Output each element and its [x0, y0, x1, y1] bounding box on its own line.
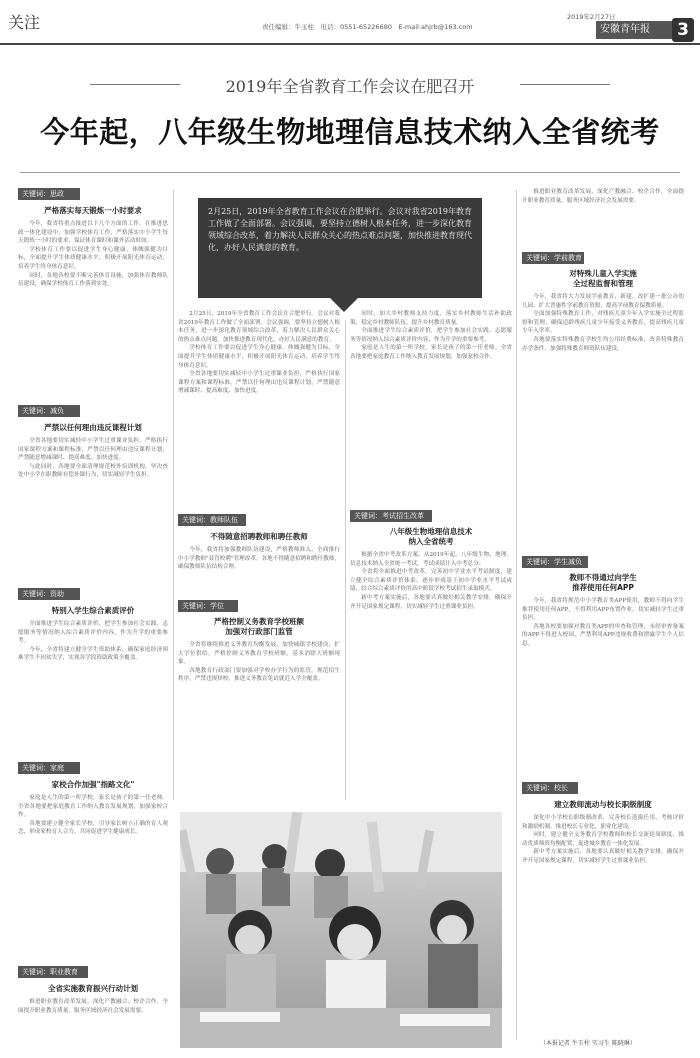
- page-number: 3: [672, 18, 694, 42]
- article-body: [350, 310, 512, 506]
- article-body: [18, 998, 168, 1054]
- paragraph: 全省各地要切实减轻中小学生过重课业负担，严格执行国家课程方案和课程标准，严禁以任何理由违反课程计划，严禁随意增减课时、提高难度、加快进度。: [178, 371, 340, 395]
- article-title: 对特殊儿童入学实施 全过程监督和管理: [569, 269, 637, 288]
- article-tag: 关键词：校长: [522, 782, 578, 794]
- paragraph: 各地各校要加强对教育类APP的审查和管理，未经审查备案的APP不得进入校园，严禁利用APP违规收费和泄露学生个人信息。: [522, 623, 684, 647]
- article-block: [350, 510, 512, 811]
- paragraph: 全省将全面推进中考改革，完善初中学业水平考试制度，建立健全综合素质评价体系，逐步形成基于初中学业水平考试成绩、结合综合素质评价的高中阶段学校考试招生录取模式。: [350, 569, 512, 593]
- column-rule: [345, 320, 346, 800]
- article-body: [18, 794, 168, 944]
- paragraph: 同时，各地各校要不断完善体育设施，加强体育教师队伍建设，确保学校体育工作落到实处。: [18, 272, 168, 288]
- article-body: [178, 310, 340, 510]
- byline: （本报记者 牛玉柱 实习生 陈晓琳）: [540, 1040, 636, 1047]
- editor-info: 责任编辑：牛玉柱 电话：0551-65226680 E-mail:ahjrb@163.com: [262, 23, 473, 31]
- article-block: [18, 966, 168, 1054]
- paragraph: 新中考方案实施后，各地要认真做好相关教学安排，确保开齐开足国家规定课程，切实减轻学生过重课业负担。: [522, 849, 684, 864]
- article-tag: 关键词：思政: [18, 188, 80, 200]
- article-tag: 关键词：资助: [18, 588, 80, 600]
- paragraph: 全面加强特殊教育工作，对残疾儿童少年入学实施全过程监督和管理，确保适龄残疾儿童少年接受义务教育，提高残疾儿童少年入学率。: [522, 311, 684, 335]
- article-title: 教师不得通过向学生 推荐使用任何APP: [569, 573, 637, 592]
- article-title: 严格控制义务教育学校班额 加强对行政部门监管: [214, 617, 304, 636]
- article-body: [522, 188, 684, 246]
- paragraph: 推进职业教育改革发展，深化产教融合、校企合作，全面提升职业教育质量，服务区域经济社会发展需要。: [522, 189, 684, 204]
- article-title: 严禁以任何理由违反课程计划: [44, 423, 142, 432]
- article-body-continued: [178, 310, 340, 510]
- article-body: [18, 620, 168, 760]
- article-block: [178, 514, 340, 606]
- paragraph: 全省各地要切实减轻中小学生过重课业负担，严格执行国家课程方案和课程标准，严禁以任何理由违反课程计划，严禁随意增减课时、提高难度、加快进度。: [18, 438, 168, 462]
- paragraph: 推进职业教育改革发展，深化产教融合、校企合作，全面提升职业教育质量，服务区域经济社会发展需要。: [18, 999, 168, 1014]
- article-body: [178, 641, 340, 801]
- article-tag: 关键词：减负: [18, 405, 80, 417]
- article-title: 严格落实每天锻炼一小时要求: [44, 206, 142, 215]
- paragraph: 今年，我省将规范中小学教育类APP使用，教师不得向学生推荐使用任何APP，不得利用APP布置作业，切实减轻学生过重负担。: [522, 598, 684, 622]
- article-tag: 关键词：学前教育: [522, 252, 584, 264]
- article-block: [18, 405, 168, 587]
- lead-paragraph: 2月25日，2019年全省教育工作会议在合肥举行。会议对我省2019年教育工作做了全面部署。会议强调，要坚持立德树人根本任务，进一步深化教育领域综合改革，着力解决人民群众关心的热点难点问题，加快推进教育现代化，办好人民满意的教育。: [198, 198, 482, 298]
- article-body-continued: [522, 188, 684, 246]
- article-body: [18, 220, 168, 370]
- article-title: 不得随意招聘教师和聘任教师: [210, 532, 308, 541]
- paragraph: 今年，我省将加强教师队伍建设，严格教师准入，全面推行中小学教师"县管校聘"管理改革。各地不得随意招聘和聘任教师，确保教师队伍结构合理。: [178, 547, 340, 571]
- paragraph: 各地要建立健全家长学校，引导家长树立正确的育人观念，形成家校育人合力，共同促进学生健康成长。: [18, 820, 168, 836]
- paragraph: 全面推进学生综合素质评价，把学生参加社会实践、志愿服务等情况纳入综合素质评价内容，作为升学的重要参考。: [350, 328, 512, 343]
- article-title: 建立教师流动与校长职级制度: [554, 800, 652, 809]
- paragraph: 全面推进学生综合素质评价，把学生参加社会实践、志愿服务等情况纳入综合素质评价内容，作为升学的重要参考。: [18, 621, 168, 645]
- article-block: [18, 588, 168, 760]
- masthead-logo: 安徽青年报: [596, 21, 686, 39]
- article-block: [18, 762, 168, 944]
- article-title: 全省实施教育振兴行动计划: [48, 984, 138, 993]
- article-block: [18, 188, 168, 370]
- column-rule: [173, 190, 174, 800]
- article-tag: 关键词：学生减负: [522, 556, 588, 568]
- paragraph: 与此同时，各地要全面清理规范校外培训机构，坚决查处中小学在职教师有偿补课行为，切实减轻学生负担。: [18, 463, 168, 479]
- article-body: [522, 293, 684, 555]
- article-tag: 关键词：家庭: [18, 762, 80, 774]
- classroom-illustration: [180, 812, 502, 1048]
- issue-date: 2019年2月27日: [567, 13, 616, 21]
- paragraph: 各地教育行政部门要加强对学校办学行为的监管，规范招生秩序，严禁违规择校，推进义务教育免试就近入学全覆盖。: [178, 667, 340, 683]
- column-rule: [516, 190, 517, 1040]
- article-title: 特别入学生综合素质评价: [51, 606, 135, 615]
- article-tag: 关键词：职业教育: [18, 966, 88, 978]
- paragraph: 深化中小学校长职级制改革，完善校长选拔任用、考核评价和激励机制，推进校长专业化、职业化建设。: [522, 815, 684, 830]
- paragraph: 新中考方案实施后，各地要认真做好相关教学安排，确保开齐开足国家规定课程，切实减轻学生过重课业负担。: [350, 594, 512, 610]
- paragraph: 各地要落实特殊教育学校生均公用经费标准，改善特殊教育办学条件，加强特殊教育师资队伍建设。: [522, 336, 684, 352]
- paragraph: 今年，我省将重点推进以下几个方面的工作。在推进思政一体化建设中，加强学校体育工作，严格落实中小学生每天锻炼一小时的要求，保证体育课时和课外活动时间。: [18, 221, 168, 245]
- classroom-photo: [180, 812, 502, 1048]
- article-tag: 关键词：学位: [178, 600, 238, 612]
- article-body: [178, 546, 340, 606]
- paragraph: 家庭是人生的第一所学校，家长是孩子的第一任老师。全省各地要把家庭教育工作纳入教育发展规划，加强家校合作。: [350, 345, 512, 360]
- article-block: [522, 252, 684, 555]
- article-block: [178, 600, 340, 801]
- article-tag: 关键词：考试招生改革: [350, 510, 432, 522]
- subtitle: 2019年全省教育工作会议在肥召开: [225, 77, 475, 96]
- paragraph: 今年，全省将建立健全学生资助体系，确保家庭经济困难学生不因贫失学，实现各学段资助政策全覆盖。: [18, 646, 168, 662]
- article-tag: 关键词：教师队伍: [178, 514, 246, 526]
- paragraph: 2月25日，2019年全省教育工作会议在合肥举行。会议对我省2019年教育工作做了全面部署。会议强调，要坚持立德树人根本任务，进一步深化教育领域综合改革，着力解决人民群众关心的热点难点问题，加快推进教育现代化，办好人民满意的教育。: [178, 311, 340, 343]
- subtitle-rule-right: [520, 84, 610, 85]
- headline: 今年起，八年级生物地理信息技术纳入全省统考: [40, 115, 660, 149]
- paragraph: 全省将继续推进义务教育均衡发展，加快城镇学校建设，扩大学位供给，严格控制义务教育学校班额，基本消除大班额现象。: [178, 642, 340, 666]
- paragraph: 学校体育工作要以促进学生身心健康、体魄强健为目标，全面提升学生体质健康水平，积极开展阳光体育运动，培养学生终身体育意识。: [18, 246, 168, 270]
- article-block: [522, 556, 684, 767]
- article-body: [522, 597, 684, 767]
- paragraph: 今年，我省将大力发展学前教育，新建、改扩建一批公办幼儿园，扩大普惠性学前教育资源，提高学前教育保教质量。: [522, 294, 684, 309]
- article-title: 家校合作加强"指路文化": [51, 780, 135, 789]
- paragraph: 家庭是人生的第一所学校，家长是孩子的第一任老师。全省各地要把家庭教育工作纳入教育发展规划，加强家校合作。: [18, 795, 168, 819]
- article-block: [522, 782, 684, 1044]
- article-body: [522, 814, 684, 1044]
- paragraph: 同时，加大乡村教师支持力度，落实乡村教师生活补助政策，稳定乡村教师队伍，提升乡村教育质量。: [350, 311, 512, 326]
- paragraph: 学校体育工作要以促进学生身心健康、体魄强健为目标，全面提升学生体质健康水平，积极开展阳光体育运动，培养学生终身体育意识。: [178, 345, 340, 369]
- section-name: 关注: [8, 13, 41, 32]
- headline-rule: [20, 172, 680, 173]
- article-title: 八年级生物地理信息技术 纳入全省统考: [389, 527, 473, 546]
- page-header: [0, 0, 700, 42]
- header-rule: [0, 43, 700, 45]
- article-body-continued: [350, 310, 512, 506]
- paragraph: 同时，建立健全义务教育学校教师和校长交流轮岗制度，推动优质师资均衡配置，促进城乡教育一体化发展。: [522, 832, 684, 847]
- article-body: [350, 551, 512, 811]
- paragraph: 根据全省中考改革方案，从2019年起，八年级生物、地理、信息技术纳入全省统一考试，考试成绩计入中考总分。: [350, 552, 512, 567]
- article-body: [18, 437, 168, 587]
